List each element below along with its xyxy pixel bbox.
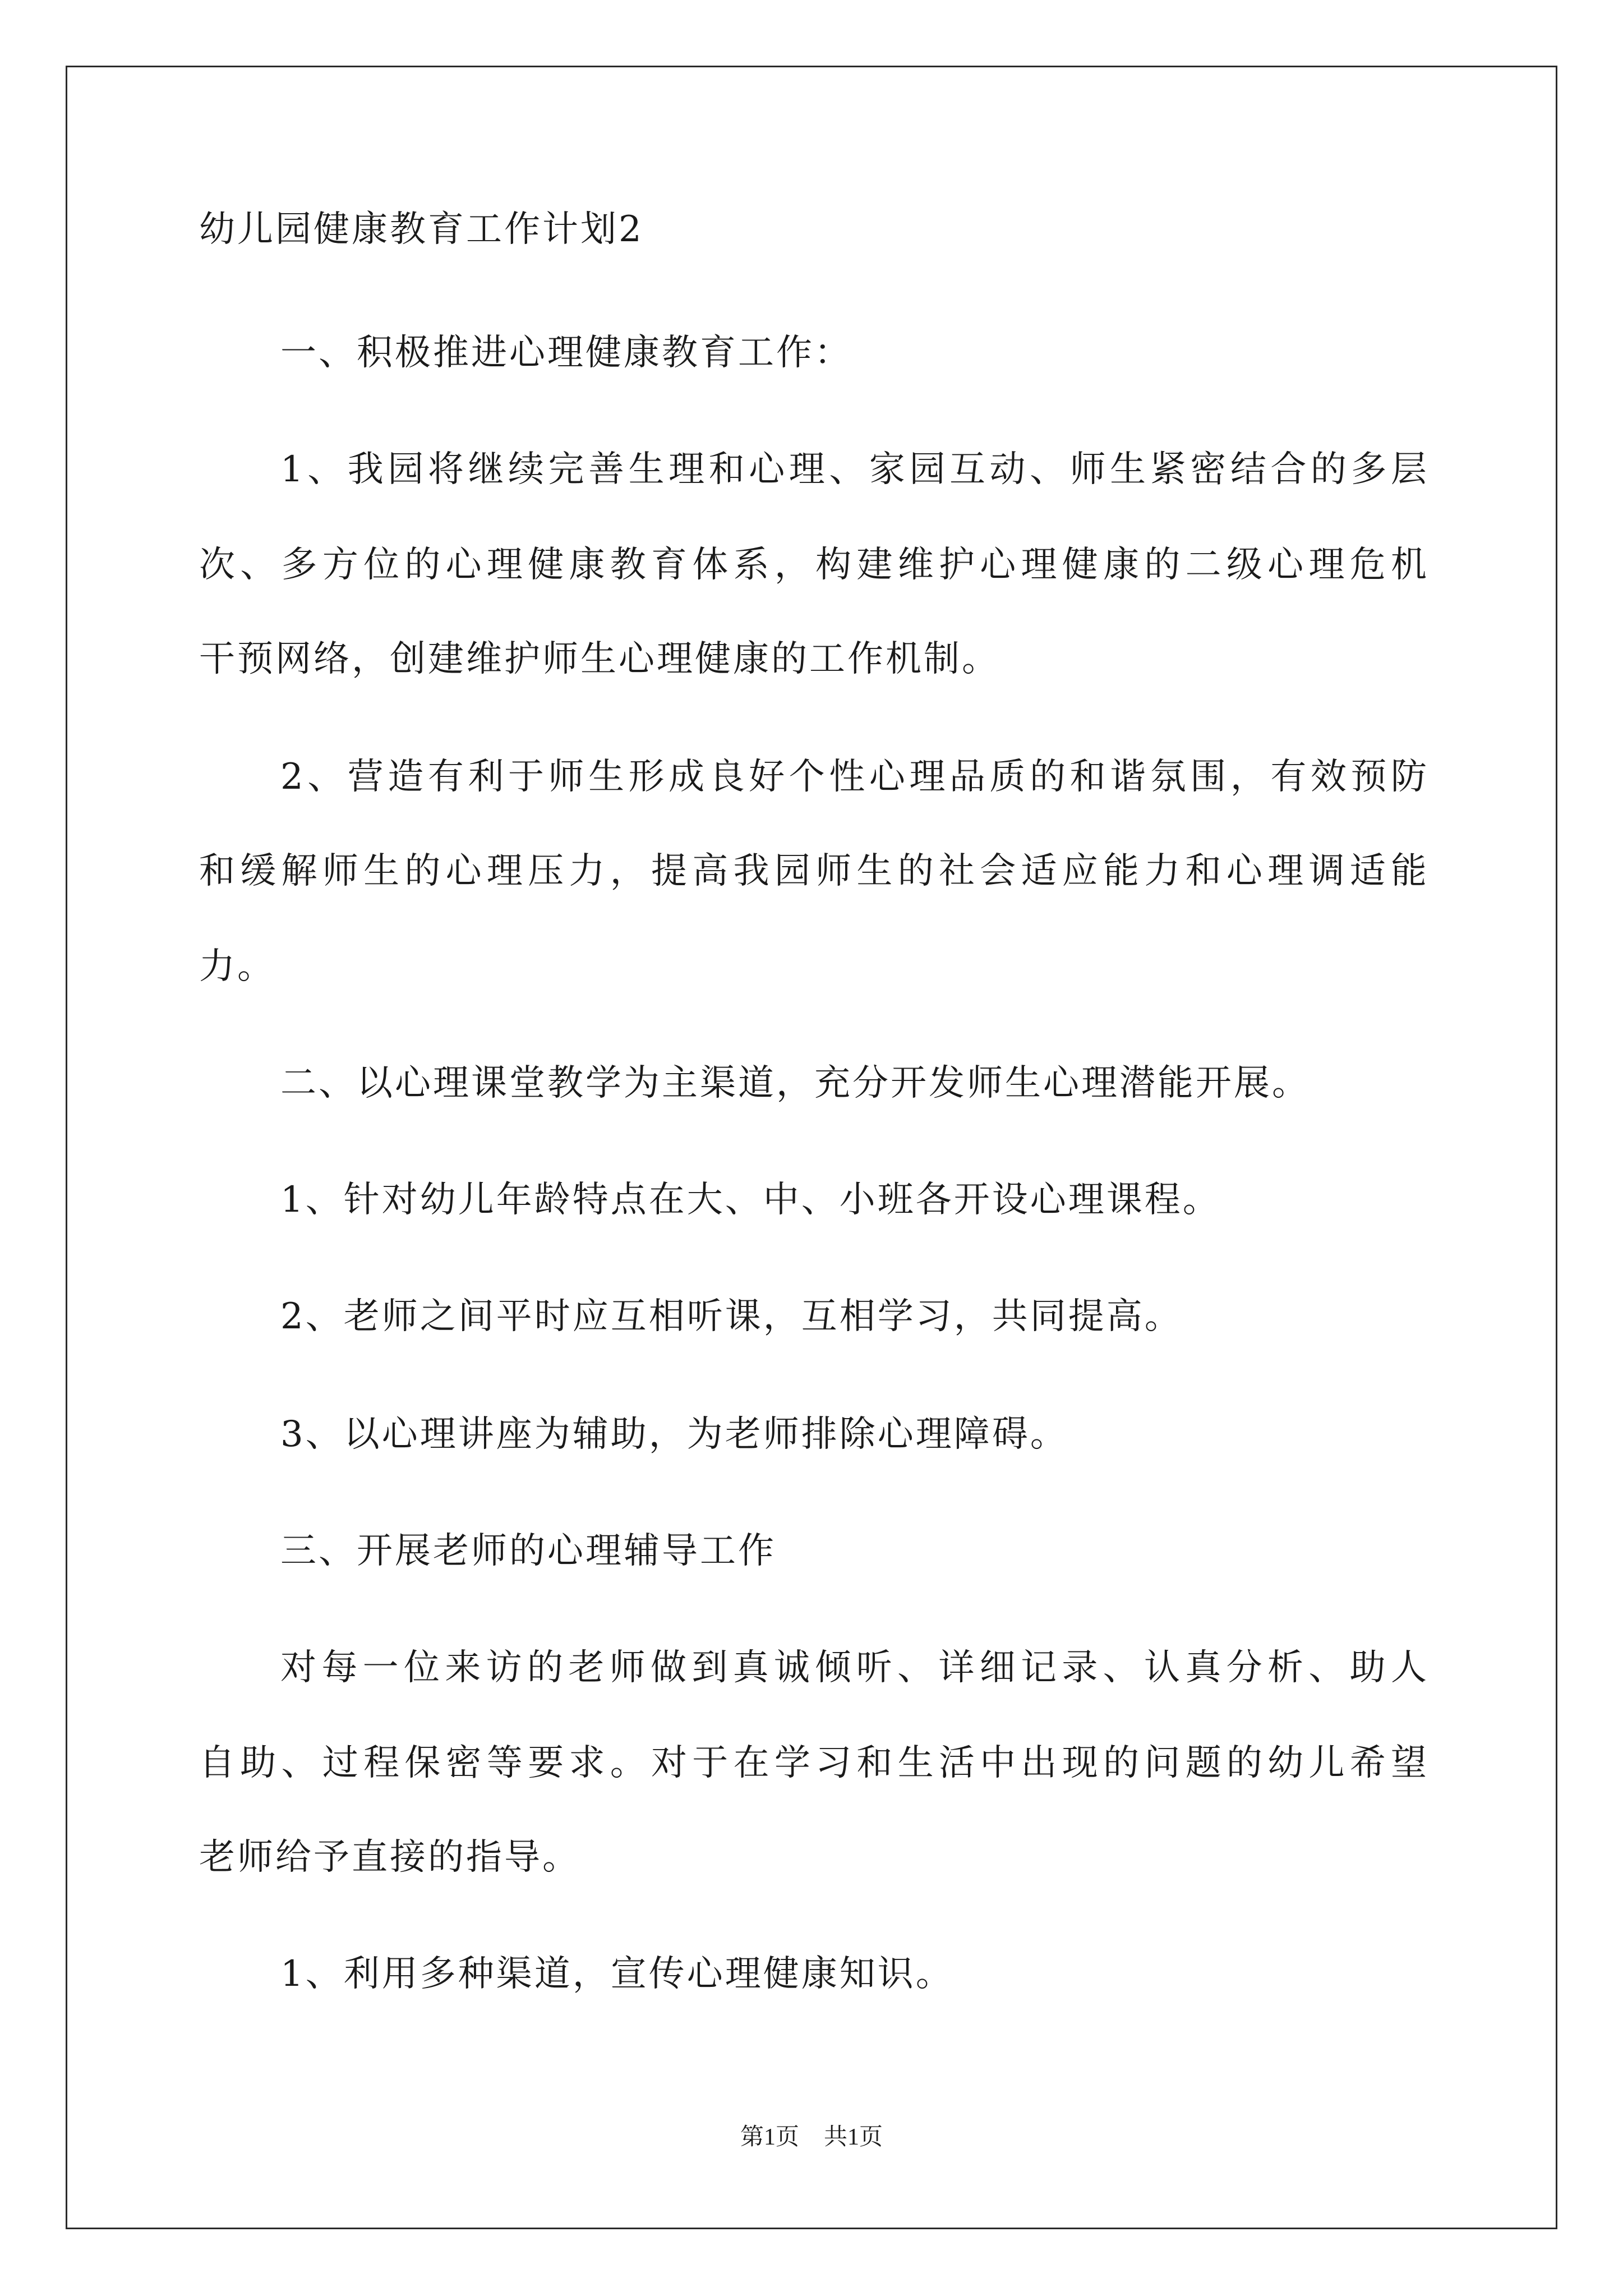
section-heading-1: 一、积极推进心理健康教育工作：	[280, 332, 852, 374]
paragraph-line: 自助、过程保密等要求。对于在学习和生活中出现的问题的幼儿希望	[199, 1742, 1429, 1784]
paragraph-line: 次、多方位的心理健康教育体系，构建维护心理健康的二级心理危机	[199, 544, 1429, 586]
paragraph-line: 2、营造有利于师生形成良好个性心理品质的和谐氛围，有效预防	[280, 756, 1429, 798]
paragraph-line: 和缓解师生的心理压力，提高我园师生的社会适应能力和心理调适能	[199, 850, 1429, 892]
paragraph-line: 老师给予直接的指导。	[199, 1837, 580, 1878]
document-title: 幼儿园健康教育工作计划2	[199, 209, 644, 250]
list-item: 2、老师之间平时应互相听课，互相学习，共同提高。	[280, 1296, 1183, 1337]
list-item: 1、利用多种渠道，宣传心理健康知识。	[280, 1953, 954, 1995]
page-border	[66, 66, 1557, 2229]
section-heading-2: 二、以心理课堂教学为主渠道，充分开发师生心理潜能开展。	[280, 1062, 1310, 1104]
list-item: 3、以心理讲座为辅助，为老师排除心理障碍。	[280, 1414, 1068, 1455]
list-item: 1、针对幼儿年龄特点在大、中、小班各开设心理课程。	[280, 1179, 1221, 1221]
paragraph-line: 对每一位来访的老师做到真诚倾听、详细记录、认真分析、助人	[280, 1647, 1429, 1688]
page-number-total: 共1页	[824, 2124, 883, 2150]
page-footer	[0, 2123, 1623, 2151]
paragraph-line: 力。	[199, 946, 275, 987]
page-number-current: 第1页	[740, 2124, 799, 2150]
paragraph-line: 干预网络，创建维护师生心理健康的工作机制。	[199, 638, 1000, 680]
section-heading-3: 三、开展老师的心理辅导工作	[280, 1530, 776, 1572]
paragraph-line: 1、我园将继续完善生理和心理、家园互动、师生紧密结合的多层	[280, 449, 1429, 490]
